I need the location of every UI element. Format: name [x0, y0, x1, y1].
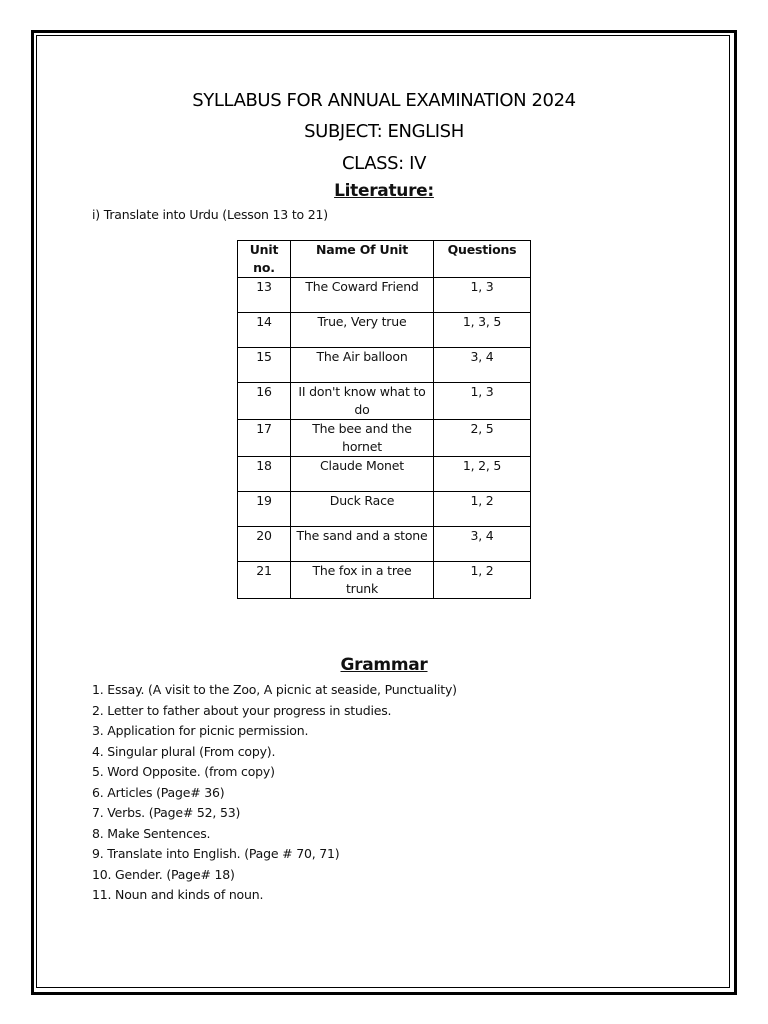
list-item: 2. Letter to father about your progress in studies. — [92, 702, 392, 718]
list-item: 6. Articles (Page# 36) — [92, 784, 225, 800]
unit-number-cell: 14 — [238, 313, 291, 348]
unit-name-cell: The bee and the hornet — [291, 420, 434, 457]
column-header-questions: Questions — [434, 241, 531, 278]
unit-number-cell: 16 — [238, 383, 291, 420]
table-row — [238, 348, 531, 383]
list-item: 9. Translate into English. (Page # 70, 71) — [92, 846, 340, 861]
table-row — [238, 457, 531, 492]
list-item: 10. Gender. (Page# 18) — [92, 866, 235, 882]
unit-name-cell: Claude Monet — [291, 457, 434, 492]
list-item: 8. Make Sentences. — [92, 825, 211, 841]
unit-name-cell: The Coward Friend — [291, 278, 434, 313]
literature-title: Literature: — [334, 181, 434, 201]
table-row — [238, 420, 531, 457]
unit-number-cell: 15 — [238, 348, 291, 383]
list-item: 3. Application for picnic permission. — [92, 723, 309, 738]
table-header-row — [238, 241, 531, 278]
unit-number-cell: 19 — [238, 492, 291, 527]
questions-cell: 1, 2 — [434, 492, 531, 527]
questions-cell: 2, 5 — [434, 420, 531, 457]
list-item: 1. Essay. (A visit to the Zoo, A picnic at seaside, Punctuality) — [92, 682, 457, 697]
unit-number-cell: 21 — [238, 562, 291, 599]
unit-name-cell: The fox in a tree trunk — [291, 562, 434, 599]
table-row — [238, 562, 531, 599]
unit-number-cell: 17 — [238, 420, 291, 457]
table-row — [238, 492, 531, 527]
syllabus-title: SYLLABUS FOR ANNUAL EXAMINATION 2024 — [192, 90, 576, 111]
unit-number-cell: 13 — [238, 278, 291, 313]
table-row — [238, 313, 531, 348]
table-row — [238, 383, 531, 420]
column-header-unit-no: Unit no. — [238, 241, 291, 278]
unit-name-cell: II don't know what to do — [291, 383, 434, 420]
questions-cell: 3, 4 — [434, 348, 531, 383]
table-row — [238, 278, 531, 313]
grammar-list — [92, 681, 457, 907]
list-item: 4. Singular plural (From copy). — [92, 743, 276, 759]
table-row — [238, 527, 531, 562]
questions-cell: 1, 3, 5 — [434, 313, 531, 348]
questions-cell: 1, 3 — [434, 383, 531, 420]
subject-heading: SUBJECT: ENGLISH — [304, 121, 464, 142]
list-item: 11. Noun and kinds of noun. — [92, 887, 264, 902]
questions-cell: 1, 2, 5 — [434, 457, 531, 492]
grammar-title: Grammar — [340, 655, 428, 675]
questions-cell: 1, 3 — [434, 278, 531, 313]
units-table — [237, 240, 531, 599]
list-item: 5. Word Opposite. (from copy) — [92, 764, 275, 779]
unit-number-cell: 20 — [238, 527, 291, 562]
questions-cell: 3, 4 — [434, 527, 531, 562]
unit-name-cell: True, Very true — [291, 313, 434, 348]
unit-name-cell: Duck Race — [291, 492, 434, 527]
column-header-name-of-unit: Name Of Unit — [291, 241, 434, 278]
class-heading: CLASS: IV — [342, 153, 426, 174]
unit-name-cell: The sand and a stone — [291, 527, 434, 562]
literature-instruction: i) Translate into Urdu (Lesson 13 to 21) — [92, 207, 328, 222]
list-item: 7. Verbs. (Page# 52, 53) — [92, 805, 241, 820]
questions-cell: 1, 2 — [434, 562, 531, 599]
unit-name-cell: The Air balloon — [291, 348, 434, 383]
unit-number-cell: 18 — [238, 457, 291, 492]
